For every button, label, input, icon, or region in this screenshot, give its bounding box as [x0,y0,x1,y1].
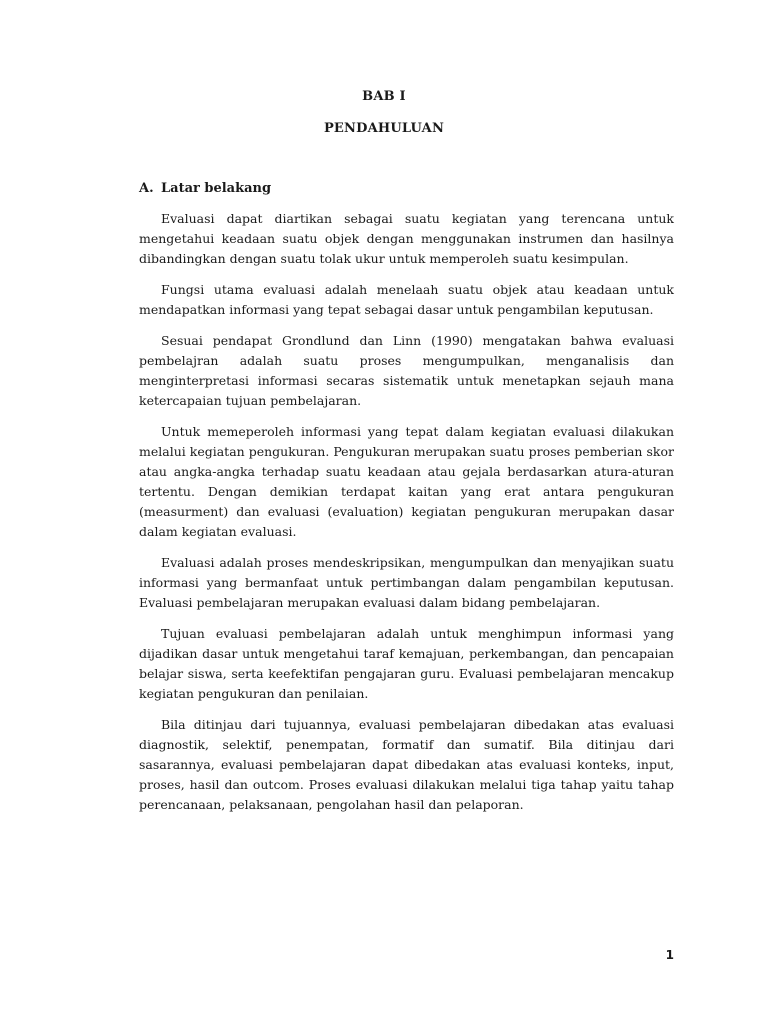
paragraph: Tujuan evaluasi pembelajaran adalah untuk menghimpun informasi yang dijadikan dasar untuk mengetahui taraf kemajuan, perkembangan, dan pencapaian belajar siswa, serta keefektifan pengajaran guru. Evaluasi pembelajaran mencakup kegiatan pengukuran dan penilaian. [139,626,674,701]
chapter-heading: BAB I [362,89,406,104]
paragraph: Bila ditinjau dari tujuannya, evaluasi pembelajaran dibedakan atas evaluasi diagnostik, selektif, penempatan, formatif dan sumatif. Bila ditinjau dari sasarannya, evaluasi pembelajaran dapat dibedakan atas evaluasi konteks, input, proses, hasil dan outcom. Proses evaluasi dilakukan melalui tiga tahap yaitu tahap perencanaan, pelaksanaan, pengolahan hasil dan pelaporan. [139,717,674,812]
paragraph: Evaluasi dapat diartikan sebagai suatu kegiatan yang terencana untuk mengetahui keadaan suatu objek dengan menggunakan instrumen dan hasilnya dibandingkan dengan suatu tolak ukur untuk memperoleh suatu kesimpulan. [139,211,674,266]
paragraph: Untuk memeperoleh informasi yang tepat dalam kegiatan evaluasi dilakukan melalui kegiatan pengukuran. Pengukuran merupakan suatu proses pemberian skor atau angka-angka terhadap suatu keadaan atau gejala berdasarkan atura-aturan tertentu. Dengan demikian terdapat kaitan yang erat antara pengukuran (measurment) dan evaluasi (evaluation) kegiatan pengukuran merupakan dasar dalam kegiatan evaluasi. [139,424,674,539]
paragraph: Fungsi utama evaluasi adalah menelaah suatu objek atau keadaan untuk mendapatkan informasi yang tepat sebagai dasar untuk pengambilan keputusan. [139,282,674,317]
paragraph: Evaluasi adalah proses mendeskripsikan, mengumpulkan dan menyajikan suatu informasi yang bermanfaat untuk pertimbangan dalam pengambilan keputusan. Evaluasi pembelajaran merupakan evaluasi dalam bidang pembelajaran. [139,555,674,610]
chapter-title: PENDAHULUAN [323,121,445,136]
paragraph: Sesuai pendapat Grondlund dan Linn (1990) mengatakan bahwa evaluasi pembelajran adalah suatu proses mengumpulkan, menganalisis dan menginterpretasi informasi secaras sistematik untuk menetapkan sejauh mana ketercapaian tujuan pembelajaran. [139,333,674,408]
page-number: 1 [665,948,674,962]
section-marker: A. [139,181,154,196]
body-text [139,209,674,826]
section-title: Latar belakang [161,181,272,196]
section-heading [139,181,271,196]
